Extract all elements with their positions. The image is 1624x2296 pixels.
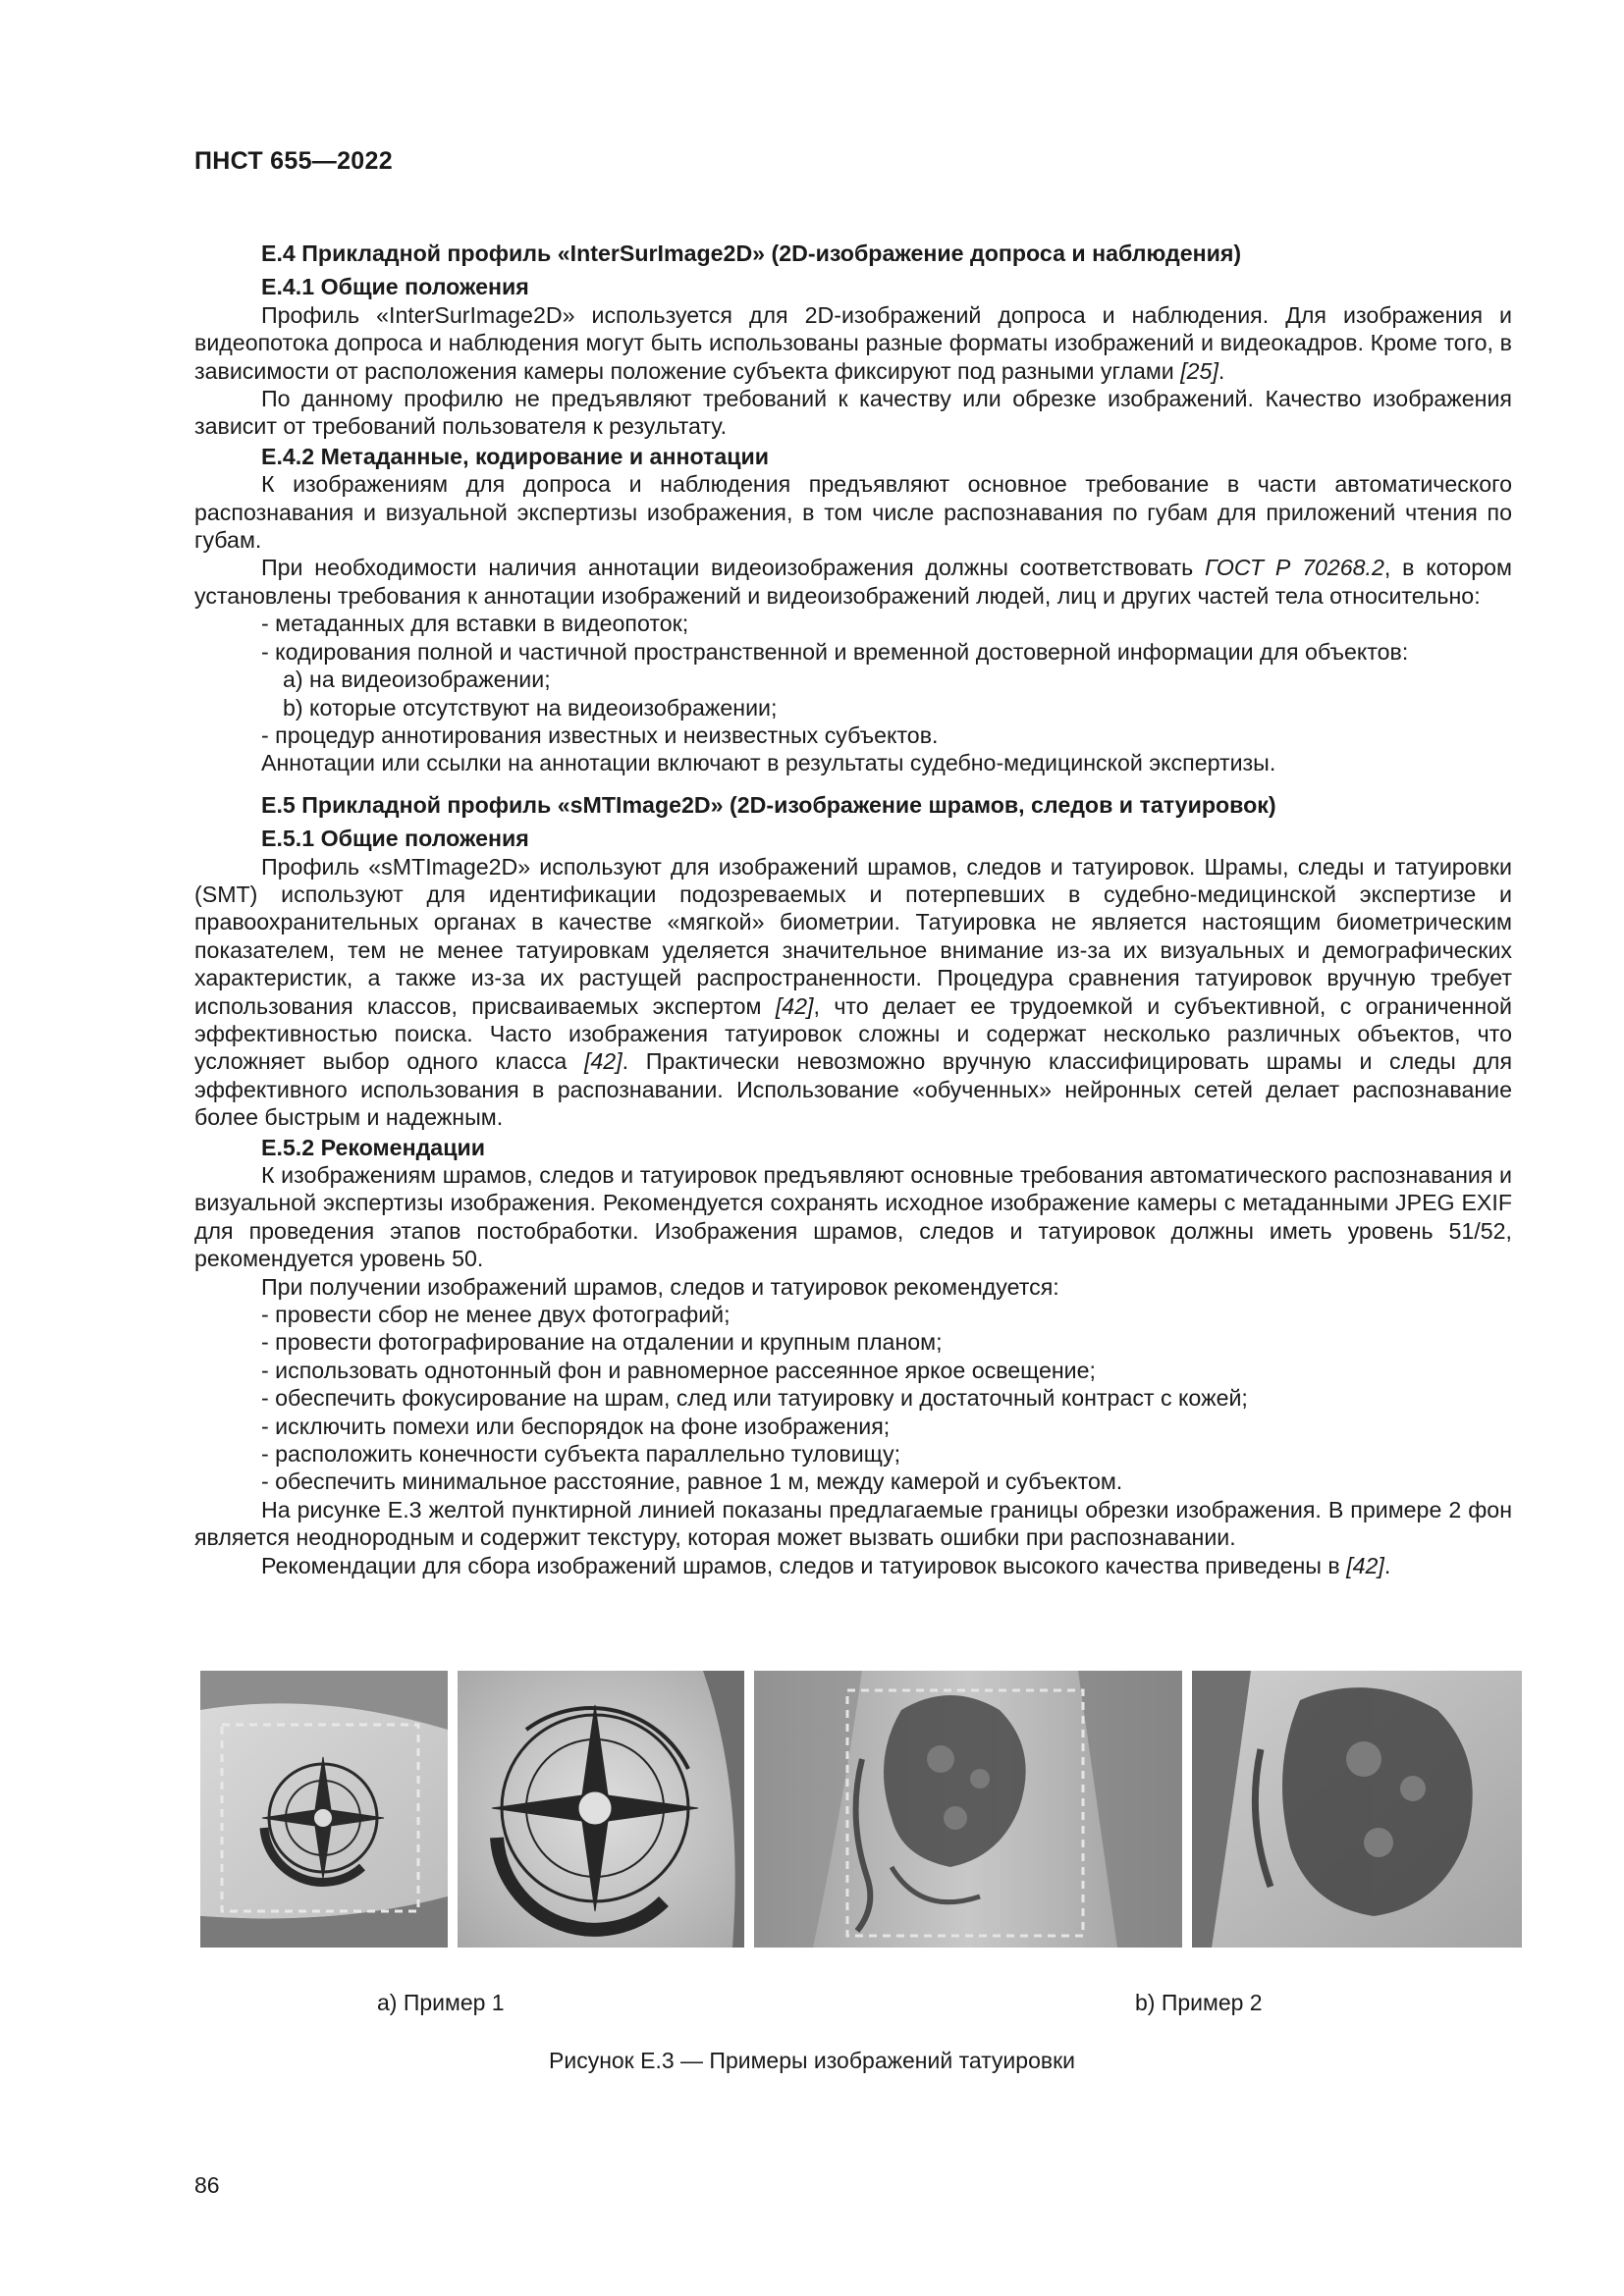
list-item: - расположить конечности субъекта параллельно туловищу; (261, 1441, 901, 1468)
list-item: - провести фотографирование на отдалении и крупным планом; (261, 1329, 943, 1356)
tattoo-photo-example1-closeup (458, 1671, 744, 1948)
tattoo-photo-example1-wide (200, 1671, 448, 1948)
paragraph: При получении изображений шрамов, следов и татуировок рекомендуется: (261, 1273, 1059, 1300)
list-item: - метаданных для вставки в видеопоток; (261, 611, 689, 637)
reference-link[interactable]: [42] (775, 992, 814, 1019)
reference-link[interactable]: [25] (1180, 357, 1218, 384)
tattoo-photo-example2-closeup (1192, 1671, 1522, 1948)
list-item: - использовать однотонный фон и равномерное рассеянное яркое освещение; (261, 1357, 1096, 1383)
paragraph: Аннотации или ссылки на аннотации включают в результаты судебно-медицинской экспертизы. (261, 750, 1276, 776)
paragraph: Профиль «InterSurImage2D» используется для 2D-изображений допроса и наблюдения. Для изображения и видеопотока допроса и наблюдения могут быть использованы разные форматы изображений и видеокадров. Кроме того, в зависимости от расположения камеры положение субъекта фиксируют под разными углами [25]. (194, 301, 1512, 384)
list-item: - исключить помехи или беспорядок на фоне изображения; (261, 1413, 891, 1439)
standard-reference[interactable]: ГОСТ Р 70268.2 (1205, 555, 1384, 581)
reference-link[interactable]: [42] (583, 1048, 623, 1075)
sublist-item: b) которые отсутствуют на видеоизображении; (283, 694, 778, 721)
section-e52-title: Е.5.2 Рекомендации (261, 1134, 485, 1160)
document-id: ПНСТ 655—2022 (194, 147, 393, 175)
section-e51-title: Е.5.1 Общие положения (261, 826, 529, 852)
paragraph: К изображениям для допроса и наблюдения предъявляют основное требование в части автоматического распознавания и визуальной экспертизы изображения, в том числе распознавания по губам для приложений чтения по губам. (194, 471, 1512, 554)
paragraph: При необходимости наличия аннотации видеоизображения должны соответствовать ГОСТ Р 70268.2, в котором установлены требования к аннотации изображений и видеоизображений людей, лиц и других частей тела относительно: (194, 555, 1512, 609)
paragraph: На рисунке Е.3 желтой пунктирной линией показаны предлагаемые границы обрезки изображения. В примере 2 фон является неоднородным и содержит текстуру, которая может вызвать ошибки при распознавании. (194, 1496, 1512, 1551)
list-item: - кодирования полной и частичной пространственной и временной достоверной информации для объектов: (261, 638, 1409, 665)
list-item: - процедур аннотирования известных и неизвестных субъектов. (261, 721, 939, 748)
paragraph: Рекомендации для сбора изображений шрамов, следов и татуировок высокого качества приведены в [42]. (261, 1552, 1391, 1578)
list-item: - обеспечить минимальное расстояние, равное 1 м, между камерой и субъектом. (261, 1468, 1123, 1495)
section-e4-title: Е.4 Прикладной профиль «InterSurImage2D» (2D-изображение допроса и наблюдения) (261, 240, 1242, 266)
document-body (194, 232, 1512, 1579)
paragraph: По данному профилю не предъявляют требований к качеству или обрезке изображений. Качество изображения зависит от требований пользователя к результату. (194, 386, 1512, 440)
section-e5-title: Е.5 Прикладной профиль «sMTImage2D» (2D-изображение шрамов, следов и татуировок) (261, 791, 1276, 818)
tattoo-photo-example2-wide (754, 1671, 1182, 1948)
sub-caption-example2: b) Пример 2 (1135, 1990, 1263, 2015)
list-item: - обеспечить фокусирование на шрам, след или татуировку и достаточный контраст с кожей; (261, 1385, 1248, 1412)
paragraph: К изображениям шрамов, следов и татуировок предъявляют основные требования автоматического распознавания и визуальной экспертизы изображения. Рекомендуется сохранять исходное изображение камеры с метаданными JPEG EXIF для проведения этапов постобработки. Изображения шрамов, следов и татуировок должны иметь уровень 51/52, рекомендуется уровень 50. (194, 1162, 1512, 1272)
reference-link[interactable]: [42] (1346, 1552, 1384, 1578)
section-e42-title: Е.4.2 Метаданные, кодирование и аннотации (261, 443, 770, 469)
paragraph: Профиль «sMTImage2D» используют для изображений шрамов, следов и татуировок. Шрамы, следы и татуировки (SMT) используют для идентификации подозреваемых и потерпевших в судебно-медицинской экспертизе и правоохранительных органах в качестве «мягкой» биометрии. Татуировка не является настоящим биометрическим показателем, тем не менее татуировкам уделяется значительное внимание из-за их визуальных и демографических характеристик, а также из-за их растущей распространенности. Процедура сравнения татуировок вручную требует использования классов, присваиваемых экспертом [42], что делает ее трудоемкой и субъективной, с ограниченной эффективностью поиска. Часто изображения татуировок сложны и содержат несколько различных объектов, что усложняет выбор одного класса [42]. Практически невозможно вручную классифицировать шрамы и следы для эффективного использования в распознавании. Использование «обученных» нейронных сетей делает распознавание более быстрым и надежным. (194, 853, 1512, 1131)
page-number: 86 (194, 2172, 220, 2198)
section-e41-title: Е.4.1 Общие положения (261, 274, 529, 300)
figure-caption: Рисунок Е.3 — Примеры изображений татуировки (549, 2048, 1075, 2073)
figure-e3 (200, 1671, 1522, 1948)
sub-caption-example1: a) Пример 1 (377, 1990, 505, 2015)
sublist-item: a) на видеоизображении; (283, 667, 551, 693)
list-item: - провести сбор не менее двух фотографий; (261, 1302, 731, 1328)
